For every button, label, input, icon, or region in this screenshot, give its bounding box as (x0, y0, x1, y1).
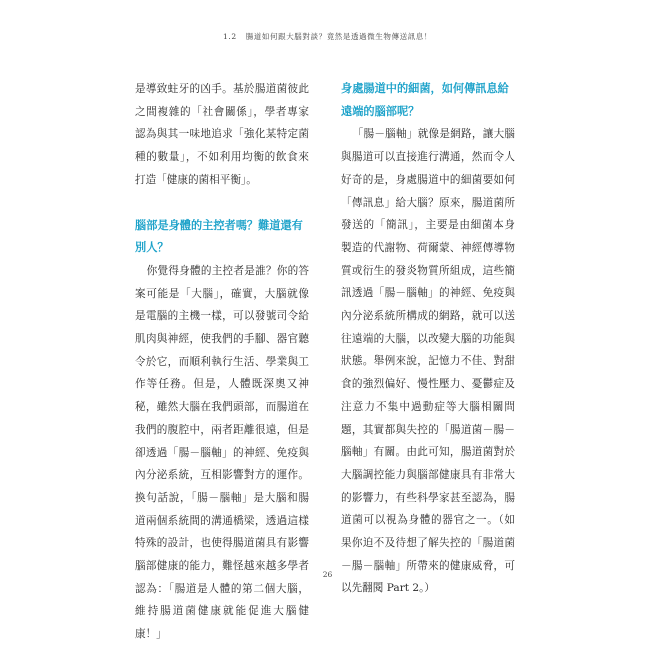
left-paragraph-2: 你覺得身體的主控者是誰？你的答案可能是「大腦」，確實，大腦就像是電腦的主機一樣，可以發號司令給肌肉與神經，使我們的手腳、器官聽令於它，而順利執行生活、學業與工作等任務。但是，人體既深奧又神秘，雖然大腦在我們頭部，而腸道在我們的腹腔中，兩者距離很遠，但是卻透過「腸－腦軸」的神經、免疫與內分泌系統，互相影響對方的運作。換句話說，「腸－腦軸」是大腦和腸道兩個系統間的溝通橋梁，透過這樣特殊的設計，也使得腸道菌具有影響腦部健康的能力，難怪越來越多學者認為：「腸道是人體的第二個大腦，維持腸道菌健康就能促進大腦健康！」 (135, 264, 309, 641)
page-number: 26 (322, 570, 333, 579)
running-header (0, 31, 655, 42)
section-title: 腸道如何跟大腦對談？竟然是透過微生物傳送訊息！ (245, 32, 433, 41)
left-paragraph-1: 是導致蛀牙的凶手。基於腸道菌彼此之間複雜的「社會關係」，學者專家認為與其一味地追求「強化某特定菌種的數量」，不如利用均衡的飲食來打造「健康的菌相平衡」。 (135, 83, 309, 186)
right-paragraph-1: 「腸－腦軸」就像是網路，讓大腦與腸道可以直接進行溝通，然而令人好奇的是，身處腸道中的細菌要如何「傳訊息」給大腦？原來，腸道菌所發送的「簡訊」，主要是由細菌本身製造的代謝物、荷爾蒙、神經傳導物質或衍生的發炎物質所組成，這些簡訊透過「腸－腦軸」的神經、免疫與內分泌系統所構成的網路，就可以送往遠端的大腦，以改變大腦的功能與狀態。舉例來說，記憶力不佳、對甜食的強烈偏好、慢性壓力、憂鬱症及注意力不集中過動症等大腦相關問題，其實都與失控的「腸道菌－腸－腦軸」有關。由此可知，腸道菌對於大腦調控能力與腦部健康具有非常大的影響力，有些科學家甚至認為，腸道菌可以視為身體的器官之一。（如果你迫不及待想了解失控的「腸道菌－腸－腦軸」所帶來的健康威脅，可以先翻閱 Part 2。） (341, 128, 515, 595)
right-column (341, 78, 515, 600)
section-number: 1.2 (222, 32, 237, 41)
left-column (135, 78, 309, 646)
left-section-heading: 腦部是身體的主控者嗎？難道還有別人？ (135, 218, 303, 255)
right-section-heading: 身處腸道中的細菌，如何傳訊息給遠端的腦部呢？ (341, 82, 509, 118)
